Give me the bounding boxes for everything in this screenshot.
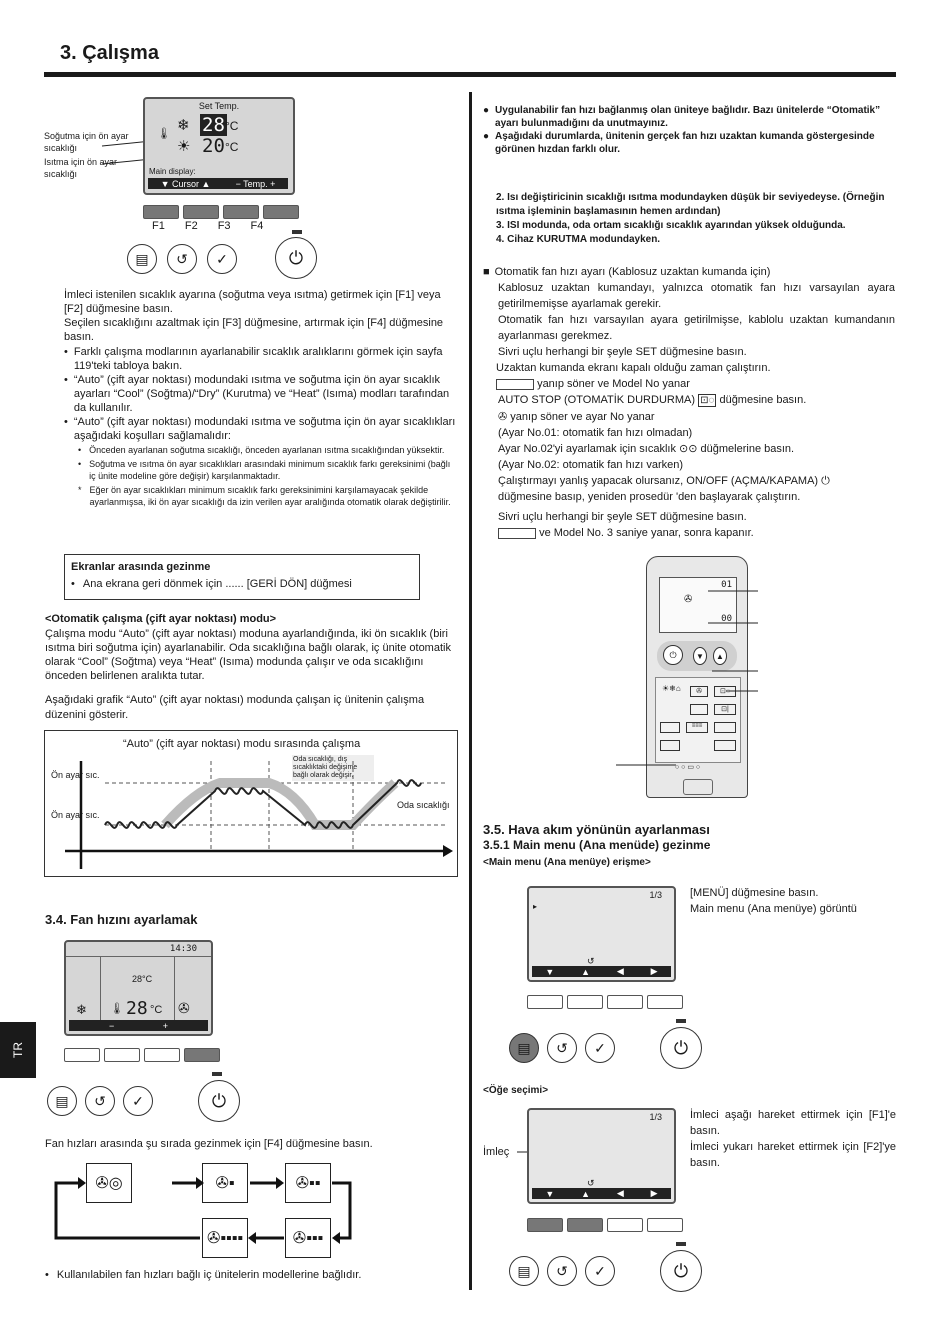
down-arrow-icon: ▼ bbox=[545, 1188, 555, 1199]
selection-text bbox=[690, 1107, 896, 1171]
f4-label: F4 bbox=[250, 220, 264, 232]
f2-button[interactable] bbox=[567, 1218, 603, 1232]
return-button[interactable] bbox=[167, 244, 197, 274]
fan-note: • Kullanılabilen fan hızları bağlı iç ünitelerin modellerine bağlıdır. bbox=[45, 1269, 362, 1281]
main-menu-screen bbox=[527, 886, 676, 982]
fan-screen bbox=[64, 940, 213, 1036]
select-button[interactable] bbox=[585, 1033, 615, 1063]
function-bar bbox=[148, 178, 288, 189]
remote-fan-icon: ✇ bbox=[684, 594, 693, 605]
auto-stop-icon: ⊡◌ bbox=[700, 395, 715, 406]
lower-preset-label: Ön ayar sıc. bbox=[51, 810, 100, 820]
f3-button[interactable] bbox=[223, 205, 259, 219]
power-indicator bbox=[212, 1072, 222, 1076]
screen-divider-left bbox=[100, 956, 101, 1020]
f3-button[interactable] bbox=[607, 1218, 643, 1232]
down-arrow-icon: ▼ bbox=[545, 966, 555, 977]
menu-page-indicator: 1/3 bbox=[649, 890, 662, 900]
condition-2: 2. Isı değiştiricinin sıcaklığı ısıtma modundayken düşük bir seviyedeyse. (Örneğin ısıtma işleminin başlamasının hemen ardından) bbox=[496, 192, 885, 217]
menu-button[interactable] bbox=[509, 1256, 539, 1286]
f4-button[interactable] bbox=[647, 995, 683, 1009]
f1-button[interactable] bbox=[64, 1048, 100, 1062]
fan-f-buttons bbox=[64, 1048, 220, 1062]
note-1: Uygulanabilir fan hızı bağlanmış olan üniteye bağlıdır. Bazı ünitelerde “Otomatik” ayarı bulunmadığını da unutmayınız. bbox=[495, 105, 881, 129]
item-selection-heading: <Öğe seçimi> bbox=[483, 1085, 549, 1096]
f1-button[interactable] bbox=[527, 995, 563, 1009]
bullet-3: “Auto” (çift ayar noktası) modundaki ısıtma ve soğutma için ön ayar sıcaklıkları aşağıdaki koşulları sağlamalıdır: bbox=[73, 416, 456, 442]
navigation-box: Ekranlar arasında gezinme • Ana ekrana geri dönmek için ...... [GERİ DÖN] düğmesi bbox=[64, 554, 420, 600]
instruction-p1: İmleci istenilen sıcaklık ayarına (soğutma veya ısıtma) getirmek için [F1] veya [F2] düğmesine basın. bbox=[64, 289, 441, 315]
remote-temp-up-button[interactable]: ▲ bbox=[713, 647, 727, 665]
auto-fan-a3: Sivri uçlu herhangi bir şeyle SET düğmesine basın. bbox=[498, 346, 747, 358]
left-arrow-icon: ◀ bbox=[616, 1188, 624, 1198]
auto-fan-a14: ve Model No. 3 saniye yanar, sonra kapanır. bbox=[539, 527, 754, 539]
cursor-label: İmleç bbox=[483, 1146, 510, 1158]
remote-louver-button[interactable]: ≡≡≡ bbox=[686, 722, 708, 733]
fan-auto-icon: ✇◎ bbox=[95, 1175, 123, 1192]
selection-page-indicator: 1/3 bbox=[649, 1112, 662, 1122]
screen-divider-right bbox=[174, 956, 175, 1020]
temp-buttons-icon: ⊙⊙ bbox=[679, 443, 698, 455]
fan-speed-4-icon: ✇▪▪▪▪ bbox=[206, 1230, 244, 1247]
select-button[interactable] bbox=[207, 244, 237, 274]
return-icon: ↺ bbox=[176, 250, 188, 267]
airflow-subheading: 3.5.1 Main menu (Ana menüde) gezinme bbox=[483, 838, 711, 852]
menu-control-buttons bbox=[509, 1033, 615, 1063]
menu-button[interactable] bbox=[47, 1086, 77, 1116]
note-2: Aşağıdaki durumlarda, ünitenin gerçek fan hızı uzaktan kumanda göstergesinde görünen hızdan farklı olur. bbox=[495, 131, 875, 155]
power-button[interactable] bbox=[275, 237, 317, 279]
return-indicator-icon: ↺ bbox=[587, 1178, 595, 1188]
selection-step2: İmleci yukarı hareket ettirmek için [F2]'ye basın. bbox=[690, 1141, 896, 1169]
fan-control-buttons bbox=[47, 1086, 153, 1116]
menu-access-step2: Main menu (Ana menüye) görüntü bbox=[690, 903, 857, 915]
check-icon: ✓ bbox=[132, 1092, 144, 1109]
screen-title: Set Temp. bbox=[198, 101, 240, 111]
auto-fan-a7: yanıp söner ve ayar No yanar bbox=[510, 411, 655, 423]
f-labels-row bbox=[152, 220, 263, 232]
auto-fan-a12b: 'den başlayarak çalıştırın. bbox=[675, 491, 801, 503]
f4-button[interactable] bbox=[184, 1048, 220, 1062]
left-arrow-icon: ◀ bbox=[616, 966, 624, 976]
f3-label: F3 bbox=[217, 220, 231, 232]
menu-f-buttons bbox=[527, 995, 683, 1009]
power-icon: ⏻ bbox=[673, 1260, 689, 1281]
up-arrow-icon: ▲ bbox=[581, 966, 591, 977]
header-rule bbox=[44, 72, 896, 77]
fan-mode-cool-icon: ❄ bbox=[76, 1002, 87, 1017]
power-indicator bbox=[292, 230, 302, 234]
return-button[interactable] bbox=[547, 1033, 577, 1063]
cursor-bar-label: ▼ Cursor ▲ bbox=[160, 178, 211, 189]
fan-notes: ● Uygulanabilir fan hızı bağlanmış olan üniteye bağlıdır. Bazı ünitelerde “Otomatik” ayarı bulunmadığını da unutmayınız. ● Aşağıdaki durumlarda, ünitenin gerçek fan hızı uzaktan kumanda göstergesinde görünen hızdan farklı olur. bbox=[483, 104, 893, 156]
cool-temp-unit: °C bbox=[225, 119, 239, 133]
language-tab: TR bbox=[0, 1022, 36, 1078]
display-box-icon bbox=[496, 379, 534, 390]
remote-reset-holes[interactable]: ○ ○ ▭ ○ bbox=[675, 764, 701, 771]
temp-bar-label: − Temp. + bbox=[235, 178, 276, 189]
return-indicator-icon: ↺ bbox=[587, 956, 595, 966]
f4-button[interactable] bbox=[263, 205, 299, 219]
auto-fan-a8: (Ayar No.01: otomatik fan hızı olmadan) bbox=[498, 427, 693, 439]
x-axis-arrow bbox=[443, 845, 453, 857]
condition-4: 4. Cihaz KURUTMA modundayken. bbox=[496, 234, 661, 245]
auto-fan-a4: Uzaktan kumanda ekranı kapalı olduğu zaman çalıştırın. bbox=[496, 362, 771, 374]
menu-icon: ▤ bbox=[55, 1092, 69, 1109]
sub-bullet-3: Eğer ön ayar sıcaklıkları minimum sıcaklık farkı gereksinimini karşılamayacak şekilde ayarlanmışsa, iki ön ayar sıcaklığı da izin verilen ayar aralığında otomatik olarak değiştirilir. bbox=[89, 485, 451, 507]
f1-button[interactable] bbox=[527, 1218, 563, 1232]
sub-bullet-2: Soğutma ve ısıtma ön ayar sıcaklıkları arasındaki minimum sıcaklık farkı gereksinimi (bağlı iç ünite modeline göre değişir) karşılanmaktadır. bbox=[89, 459, 451, 481]
check-icon: ✓ bbox=[594, 1262, 606, 1279]
display-box-icon-2 bbox=[498, 528, 536, 539]
condition-3: 3. ISI modunda, oda ortam sıcaklığı sıcaklık ayarından yüksek olduğunda. bbox=[496, 220, 846, 231]
remote-battery-cover bbox=[683, 779, 713, 795]
item-selection-screen bbox=[527, 1108, 676, 1204]
fan-speed-2-icon: ✇▪▪ bbox=[295, 1175, 321, 1192]
airflow-heading: 3.5. Hava akım yönünün ayarlanması bbox=[483, 822, 710, 837]
menu-icon: ▤ bbox=[135, 250, 149, 267]
f1-button[interactable] bbox=[143, 205, 179, 219]
right-arrow-icon: ▶ bbox=[650, 1188, 658, 1198]
heat-preset-label: Isıtma için ön ayar sıcaklığı bbox=[44, 157, 118, 179]
auto-fan-a1: Kablosuz uzaktan kumandayı, yalnızca otomatik fan hızı varsayılan ayara getirilmemişse ayarlamak gerekir. bbox=[498, 282, 895, 310]
upper-preset-label: Ön ayar sıc. bbox=[51, 770, 100, 780]
f2-button[interactable] bbox=[104, 1048, 140, 1062]
auto-fan-a9: Ayar No.02'yi ayarlamak için sıcaklık bbox=[498, 443, 676, 455]
menu-icon: ▤ bbox=[517, 1039, 531, 1056]
right-arrow-icon: ▶ bbox=[650, 966, 658, 976]
f3-button[interactable] bbox=[144, 1048, 180, 1062]
remote-auto-start-button[interactable]: ⊡| bbox=[714, 704, 736, 715]
check-icon: ✓ bbox=[216, 250, 228, 267]
power-icon: ⏻ bbox=[211, 1090, 227, 1111]
fan-setting-icon: ✇ bbox=[498, 411, 508, 423]
main-display-label: Main display: bbox=[149, 167, 196, 176]
navigation-title: Ekranlar arasında gezinme bbox=[71, 561, 211, 573]
power-button[interactable] bbox=[198, 1080, 240, 1122]
f2-button[interactable] bbox=[567, 995, 603, 1009]
graph-svg bbox=[45, 731, 457, 876]
graph-title: “Auto” (çift ayar noktası) modu sırasında çalışma bbox=[123, 738, 361, 750]
menu-access-text bbox=[690, 885, 894, 917]
select-button[interactable] bbox=[585, 1256, 615, 1286]
cool-temp-value[interactable]: 28 bbox=[202, 114, 225, 136]
auto-heading: <Otomatik çalışma (çift ayar noktası) modu> bbox=[45, 613, 277, 625]
big-temp-display: 28 bbox=[126, 998, 148, 1019]
remote-setting-number: 01 bbox=[721, 580, 732, 590]
thermometer-icon: 🌡 bbox=[110, 1003, 124, 1015]
page-title: 3. Çalışma bbox=[60, 42, 159, 64]
select-button[interactable] bbox=[123, 1086, 153, 1116]
cool-snowflake-icon: ❄ bbox=[177, 117, 190, 134]
menu-function-bar bbox=[532, 966, 671, 977]
heat-temp-unit: °C bbox=[225, 140, 239, 154]
auto-fan-a12: düğmesine basıp, yeniden prosedür bbox=[498, 491, 673, 503]
heat-temp-value[interactable]: 20 bbox=[202, 135, 225, 157]
remote-auto-stop-button[interactable]: ⊡◌ bbox=[714, 686, 736, 697]
f3-button[interactable] bbox=[607, 995, 643, 1009]
menu-cursor: ▸ bbox=[533, 902, 538, 911]
f2-button[interactable] bbox=[183, 205, 219, 219]
plus-label: + bbox=[162, 1020, 168, 1031]
selection-function-bar bbox=[532, 1188, 671, 1199]
big-temp-unit: °C bbox=[150, 1004, 163, 1016]
cool-preset-label: Soğutma için ön ayar sıcaklığı bbox=[44, 131, 129, 153]
auto-fan-a9b: düğmelerine basın. bbox=[700, 443, 795, 455]
selection-control-buttons bbox=[509, 1256, 615, 1286]
power-button[interactable] bbox=[660, 1250, 702, 1292]
sub-bullet-list: • Önceden ayarlanan soğutma sıcaklığı, önceden ayarlanan ısıtma sıcaklığından yüksektir. • Soğutma ve ısıtma ön ayar sıcaklıkları arasındaki minimum sıcaklık farkı gereksinimi (bağlı iç ünite modeline göre değişir) karşılanmaktadır. * Eğer ön ayar sıcaklıkları minimum sıcaklık farkı gereksinimini karşılamayacak şekilde ayarlanmışsa, iki ön ayar sıcaklığı da izin verilen ayar aralığında otomatik olarak değiştirilir. bbox=[78, 444, 458, 508]
instruction-p2: Seçilen sıcaklığını azaltmak için [F3] düğmesine, artırmak için [F4] düğmesine basın. bbox=[64, 317, 444, 343]
auto-graph bbox=[44, 730, 458, 877]
remote-leader-lines bbox=[616, 585, 766, 770]
remote-temp-down-button[interactable]: ▼ bbox=[693, 647, 707, 665]
auto-p1: Çalışma modu “Auto” (çift ayar noktası) moduna ayarlandığında, iki ön sıcaklık (biri ısıtma biri soğutma için) ayarlanabilir. Oda sıcaklığına bağlı olarak, iç ünite otomatik olarak “Cool” (Soğtma) veya “Heat” (Isıma) modunda çalışır ve oda sıcaklığını önceden belirlenen aralıkta tutar. bbox=[45, 628, 451, 682]
menu-button[interactable] bbox=[509, 1033, 539, 1063]
control-buttons-row bbox=[127, 244, 237, 274]
sub-bullet-1: Önceden ayarlanan soğutma sıcaklığı, önceden ayarlanan ısıtma sıcaklığından yüksektir. bbox=[89, 445, 445, 455]
auto-fan-a6b: düğmesine basın. bbox=[719, 394, 807, 406]
remote-fan-button[interactable]: ✇ bbox=[690, 686, 708, 697]
fan-speed-icon: ✇ bbox=[178, 1000, 190, 1016]
auto-p2: Aşağıdaki grafik “Auto” (çift ayar noktası) modunda çalışan iç ünitenin çalışma düzenini gösterir. bbox=[45, 694, 425, 721]
menu-button[interactable] bbox=[127, 244, 157, 274]
screen-divider-top bbox=[66, 956, 211, 957]
remote-onoff-button[interactable]: ⏻ bbox=[663, 645, 683, 665]
fan-speed-3-icon: ✇▪▪▪ bbox=[292, 1230, 324, 1247]
onoff-icon: ⏻ bbox=[821, 475, 830, 487]
f-buttons-row bbox=[143, 205, 299, 219]
power-icon: ⏻ bbox=[673, 1037, 689, 1058]
power-icon: ⏻ bbox=[288, 247, 304, 268]
check-icon: ✓ bbox=[594, 1039, 606, 1056]
navigation-item: Ana ekrana geri dönmek için ...... [GERİ DÖN] düğmesi bbox=[82, 578, 352, 590]
graph-callout: Oda sıcaklığı, dış sıcaklıktaki değişime bağlı olarak değişir. bbox=[292, 755, 374, 781]
remote-model-number: 00 bbox=[721, 614, 732, 624]
selection-f-buttons bbox=[527, 1218, 683, 1232]
auto-fan-a6: AUTO STOP (OTOMATİK DURDURMA) bbox=[498, 394, 695, 406]
auto-fan-a11: Çalıştırmayı yanlış yapacak olursanız, ON/OFF (AÇMA/KAPAMA) bbox=[498, 475, 819, 487]
auto-fan-a2: Otomatik fan hızı varsayılan ayara getirilmişse, kablolu uzaktan kumandanın ayarlanması gerekmez. bbox=[498, 314, 895, 342]
fan-sequence-arrows bbox=[50, 1160, 380, 1265]
thermometer-icon: 🌡 bbox=[157, 128, 171, 140]
fan-instruction: Fan hızları arasında şu sırada gezinmek için [F4] düğmesine basın. bbox=[45, 1138, 373, 1150]
auto-fan-a10: (Ayar No.02: otomatik fan hızı varken) bbox=[498, 459, 684, 471]
return-icon: ↺ bbox=[556, 1262, 568, 1279]
auto-fan-a13: Sivri uçlu herhangi bir şeyle SET düğmesine basın. bbox=[498, 511, 747, 523]
selection-step1: İmleci aşağı hareket ettirmek için [F1]'e basın. bbox=[690, 1109, 896, 1137]
return-button[interactable] bbox=[547, 1256, 577, 1286]
clock-display: 14:30 bbox=[169, 944, 197, 954]
small-temp-display: 28°C bbox=[132, 974, 153, 984]
main-menu-access-heading: <Main menu (Ana menüye) erişme> bbox=[483, 857, 651, 868]
column-divider bbox=[469, 92, 472, 1290]
auto-fan-title: Otomatik fan hızı ayarı (Kablosuz uzaktan kumanda için) bbox=[494, 266, 771, 278]
power-indicator bbox=[676, 1242, 686, 1246]
bullet-2: “Auto” (çift ayar noktası) modundaki ısıtma ve soğutma için ön ayar sıcaklık ayarları “Cool” (Soğtma)/“Dry” (Kurutma) ve “Heat” (Isıma) modları tarafından da kullanılır. bbox=[73, 374, 450, 414]
menu-access-step1: [MENÜ] düğmesine basın. bbox=[690, 887, 819, 899]
fan-heading: 3.4. Fan hızını ayarlamak bbox=[45, 912, 198, 927]
power-indicator bbox=[676, 1019, 686, 1023]
return-icon: ↺ bbox=[94, 1092, 106, 1109]
bullet-list: • Farklı çalışma modlarının ayarlanabilir sıcaklık aralıklarını görmek için sayfa 119'teki tabloya bakın. • “Auto” (çift ayar noktası) modundaki ısıtma ve soğutma için ön ayar sıcaklık ayarları “Cool” (Soğtma)/“Dry” (Kurutma) ve “Heat” (Isıma) modları tarafından da kullanılır. • “Auto” (çift ayar noktası) modundaki ısıtma ve soğutma için ön ayar sıcaklıkları aşağıdaki koşulları sağlamalıdır: bbox=[64, 346, 456, 442]
bullet-1: Farklı çalışma modlarının ayarlanabilir sıcaklık aralıklarını görmek için sayfa 119'teki tabloya bakın. bbox=[73, 346, 443, 372]
heat-sun-icon: ☀ bbox=[177, 138, 191, 155]
fan-function-bar bbox=[69, 1020, 208, 1031]
auto-fan-procedure: ■ Otomatik fan hızı ayarı (Kablosuz uzaktan kumanda için) Kablosuz uzaktan kumandayı, yalnızca otomatik fan hızı varsayılan ayara getirilmemişse ayarlamak gerekir. Otomatik fan hızı varsayılan ayara getirilmişse, kablolu uzaktan kumandanın ayarlanması gerekmez. Sivri uçlu herhangi bir şeyle SET düğmesine basın. Uzaktan kumanda ekranı kapalı olduğu zaman çalıştırın. yanıp söner ve Model No yanar AUTO STOP (OTOMATİK DURDURMA) ⊡◌ düğmesine basın. ✇ yanıp söner ve ayar No yanar (Ayar No.01: otomatik fan hızı olmadan) Ayar No.02'yi ayarlamak için sıcaklık ⊙⊙ düğmelerine basın. (Ayar No.02: otomatik fan hızı varken) Çalıştırmayı yanlış yapacak olursanız, ON/OFF (AÇMA/KAPAMA) ⏻ düğmesine basıp, yeniden prosedür 'den başlayarak çalıştırın. Sivri uçlu herhangi bir şeyle SET düğmesine basın. ve Model No. 3 saniye yanar, sonra kapanır. bbox=[483, 266, 895, 539]
set-temp-screen bbox=[143, 97, 295, 195]
f2-label: F2 bbox=[184, 220, 198, 232]
menu-icon: ▤ bbox=[517, 1262, 531, 1279]
conditions-list bbox=[496, 191, 896, 247]
fan-speed-1-icon: ✇▪ bbox=[215, 1175, 235, 1192]
return-button[interactable] bbox=[85, 1086, 115, 1116]
return-icon: ↺ bbox=[556, 1039, 568, 1056]
room-temp-label: Oda sıcaklığı bbox=[397, 800, 450, 810]
f1-label: F1 bbox=[152, 220, 165, 232]
power-button[interactable] bbox=[660, 1027, 702, 1069]
auto-fan-a5: yanıp söner ve Model No yanar bbox=[537, 378, 690, 390]
up-arrow-icon: ▲ bbox=[581, 1188, 591, 1199]
f4-button[interactable] bbox=[647, 1218, 683, 1232]
minus-label: − bbox=[109, 1020, 115, 1031]
remote-mode-icons: ☀❄⌂ bbox=[662, 684, 681, 693]
